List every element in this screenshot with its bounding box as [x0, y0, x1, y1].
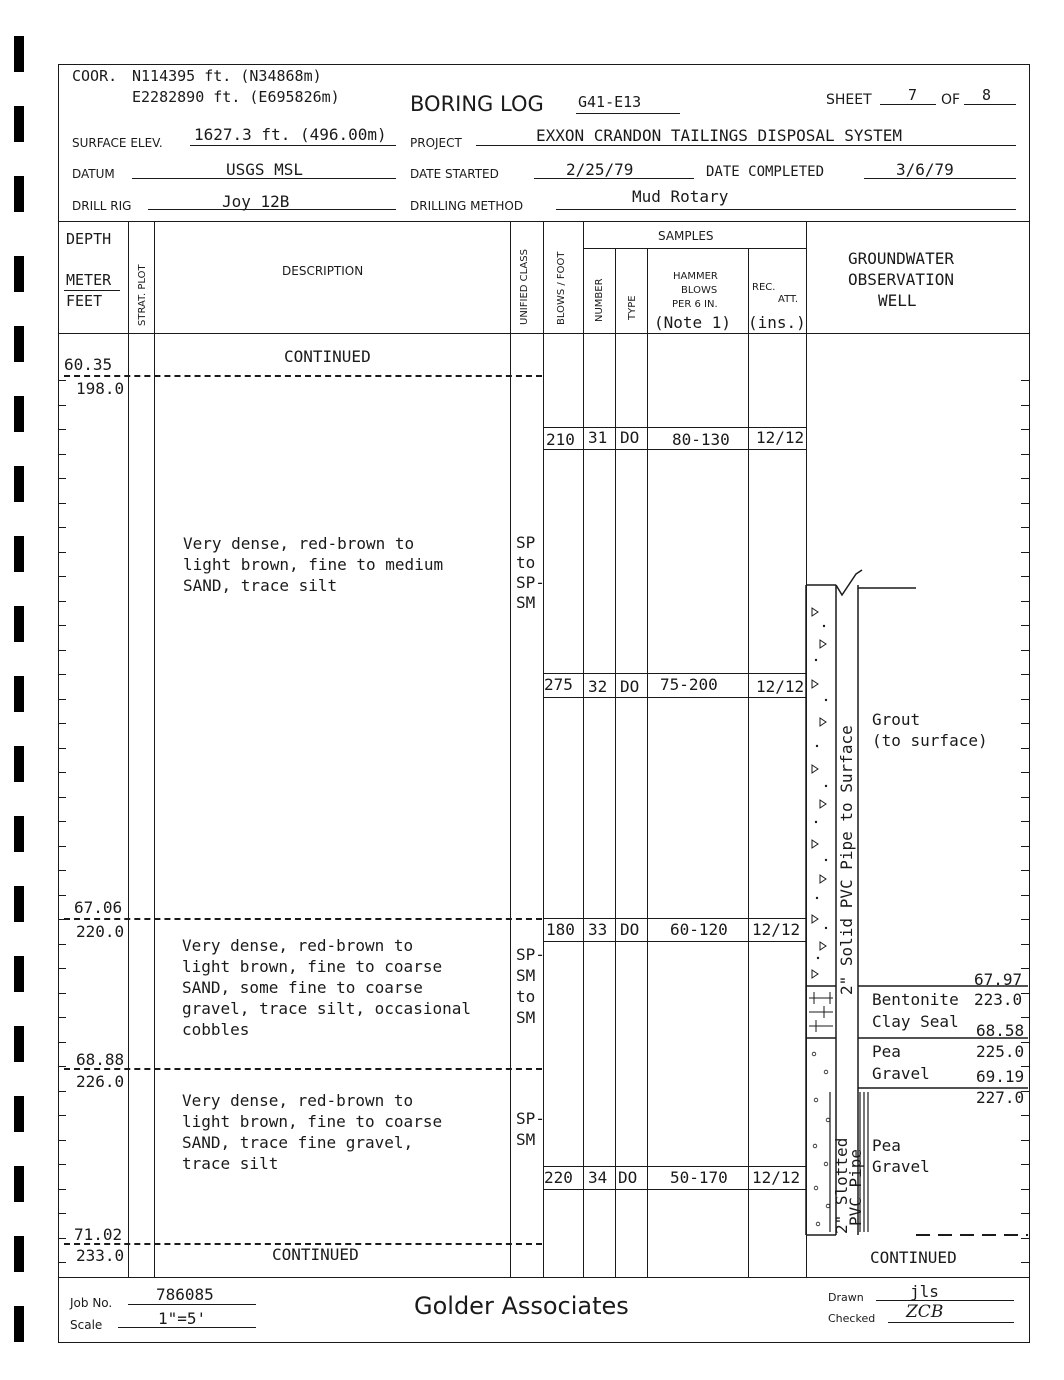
depth-tick	[58, 429, 66, 430]
well-elev-1-meter: 67.97	[974, 970, 1023, 989]
sample-number: 32	[588, 677, 608, 696]
sample-blows: 220	[544, 1168, 573, 1187]
att-header: ATT.	[778, 294, 799, 305]
depth-tick	[1021, 552, 1029, 553]
depth-tick	[58, 405, 66, 406]
depth-bottom-feet: 233.0	[76, 1246, 125, 1265]
depth-tick	[1021, 454, 1029, 455]
depth-tick	[58, 797, 66, 798]
drill-rig-value: Joy 12B	[222, 192, 290, 211]
datum-value: USGS MSL	[226, 160, 304, 179]
layer-1-uscs: SP to SP- SM	[516, 533, 545, 612]
unified-class-header: UNIFIED CLASS	[519, 249, 530, 325]
bentonite-label-2: Clay Seal	[872, 1012, 959, 1031]
meter-header: METER	[66, 271, 112, 289]
date-completed-value: 3/6/79	[896, 160, 954, 179]
checked-label: Checked	[828, 1312, 876, 1325]
depth-tick	[58, 846, 66, 847]
depth-tick	[58, 1262, 66, 1263]
number-header: NUMBER	[594, 278, 605, 322]
hammer-header-3: PER 6 IN.	[672, 299, 718, 310]
depth-tick	[1021, 478, 1029, 479]
depth-top-feet: 198.0	[76, 379, 125, 398]
hammer-header-1: HAMMER	[673, 271, 718, 282]
depth-1-feet: 220.0	[76, 922, 125, 941]
depth-tick	[1021, 405, 1029, 406]
strat-plot-header: STRAT. PLOT	[137, 264, 148, 326]
depth-tick	[58, 1213, 66, 1214]
layer-2-uscs: SP- SM to SM	[516, 945, 545, 1027]
slotted-pipe-label-1: 2" Slotted	[832, 1137, 851, 1234]
surface-elev-value: 1627.3 ft. (496.00m)	[194, 125, 387, 144]
depth-tick	[58, 993, 66, 994]
depth-tick	[58, 1115, 66, 1116]
project-value: EXXON CRANDON TAILINGS DISPOSAL SYSTEM	[536, 126, 903, 145]
drill-rig-label: DRILL RIG	[72, 199, 132, 213]
drawn-value: jls	[910, 1282, 939, 1301]
depth-tick	[58, 772, 66, 773]
pea-gravel-2-label-2: Gravel	[872, 1157, 930, 1176]
blows-foot-header: BLOWS / FOOT	[556, 251, 567, 325]
drilling-method-label: DRILLING METHOD	[410, 199, 524, 213]
sheet-number: 7	[908, 86, 918, 104]
drawn-label: Drawn	[828, 1291, 864, 1304]
depth-tick	[58, 1140, 66, 1141]
layer-1-description: Very dense, red-brown to light brown, fine to medium SAND, trace silt	[183, 534, 444, 595]
sample-rec: 12/12	[756, 428, 805, 447]
groundwater-header-1: GROUNDWATER	[848, 249, 954, 268]
layer-2-description: Very dense, red-brown to light brown, fine to coarse SAND, some fine to coarse gravel, trace silt, occasional cobbles	[182, 936, 471, 1039]
depth-1-meter: 67.06	[74, 898, 123, 917]
well-elev-1-feet: 223.0	[974, 990, 1023, 1009]
continued-bottom: CONTINUED	[272, 1245, 359, 1264]
coor-east: E2282890 ft. (E695826m)	[132, 88, 340, 106]
layer-3-description: Very dense, red-brown to light brown, fine to coarse SAND, trace fine gravel, trace silt	[182, 1091, 443, 1173]
sheet-label: SHEET	[826, 92, 872, 108]
coor-label: COOR.	[72, 67, 118, 85]
depth-tick	[58, 821, 66, 822]
depth-tick	[58, 625, 66, 626]
log-title: BORING LOG	[410, 92, 544, 116]
date-completed-label: DATE COMPLETED	[706, 164, 825, 180]
depth-tick	[58, 944, 66, 945]
sample-number: 31	[588, 428, 608, 447]
checked-initials: ZCB	[906, 1302, 944, 1322]
depth-tick	[58, 576, 66, 577]
rec-units: (ins.)	[748, 313, 806, 332]
depth-tick	[58, 380, 66, 381]
samples-header: SAMPLES	[658, 229, 714, 243]
scale-value: 1"=5'	[158, 1309, 207, 1328]
well-elev-3-feet: 227.0	[976, 1088, 1025, 1107]
datum-label: DATUM	[72, 167, 115, 181]
depth-tick	[1021, 503, 1029, 504]
sample-number: 34	[588, 1168, 608, 1187]
depth-tick	[58, 870, 66, 871]
bentonite-label-1: Bentonite	[872, 990, 959, 1009]
depth-tick	[58, 674, 66, 675]
project-label: PROJECT	[410, 136, 462, 150]
depth-tick	[58, 478, 66, 479]
layer-3-uscs: SP- SM	[516, 1109, 545, 1149]
sample-rec: 12/12	[756, 677, 805, 696]
depth-tick	[1021, 429, 1029, 430]
solid-pvc-pipe-label: 2" Solid PVC Pipe to Surface	[837, 725, 856, 995]
depth-tick	[58, 527, 66, 528]
depth-tick	[58, 699, 66, 700]
job-no-value: 786085	[156, 1285, 214, 1304]
depth-tick	[58, 503, 66, 504]
type-header: TYPE	[627, 295, 638, 320]
sample-blows: 210	[546, 430, 575, 449]
sheet-total: 8	[982, 86, 992, 104]
depth-tick	[58, 895, 66, 896]
depth-tick	[58, 650, 66, 651]
sample-hammer: 50-170	[670, 1168, 728, 1187]
hammer-header-2: BLOWS	[681, 285, 718, 296]
depth-2-meter: 68.88	[76, 1050, 125, 1069]
depth-tick	[58, 454, 66, 455]
sample-hammer: 75-200	[660, 675, 718, 694]
pea-gravel-2-label-1: Pea	[872, 1136, 901, 1155]
depth-tick	[1021, 1262, 1029, 1263]
sample-type: DO	[620, 677, 640, 696]
sample-blows: 180	[546, 920, 575, 939]
depth-tick	[1021, 527, 1029, 528]
scale-label: Scale	[70, 1318, 103, 1332]
description-header: DESCRIPTION	[282, 264, 364, 278]
depth-tick	[58, 1238, 66, 1239]
job-no-label: Job No.	[70, 1296, 113, 1310]
pea-gravel-1-label-1: Pea	[872, 1042, 901, 1061]
well-elev-3-meter: 69.19	[976, 1067, 1025, 1086]
date-started-value: 2/25/79	[566, 160, 634, 179]
depth-bottom-meter: 71.02	[74, 1225, 123, 1244]
depth-tick	[58, 1164, 66, 1165]
sample-type: DO	[620, 920, 640, 939]
sample-blows: 275	[544, 675, 573, 694]
well-elev-2-feet: 225.0	[976, 1042, 1025, 1061]
depth-tick	[58, 968, 66, 969]
depth-tick	[1021, 380, 1029, 381]
depth-top-meter: 60.35	[64, 355, 113, 374]
depth-tick	[58, 1066, 66, 1067]
drilling-method-value: Mud Rotary	[632, 187, 729, 206]
sample-type: DO	[620, 428, 640, 447]
sample-rec: 12/12	[752, 1168, 801, 1187]
surface-elev-label: SURFACE ELEV.	[72, 136, 163, 150]
depth-tick	[58, 1042, 66, 1043]
hammer-note: (Note 1)	[654, 313, 732, 332]
depth-tick	[58, 552, 66, 553]
groundwater-header-2: OBSERVATION	[848, 270, 954, 289]
pea-gravel-1-label-2: Gravel	[872, 1064, 930, 1083]
depth-header: DEPTH	[66, 230, 112, 248]
sample-type: DO	[618, 1168, 638, 1187]
continued-well: CONTINUED	[870, 1248, 957, 1267]
grout-label: Grout	[872, 710, 921, 729]
continued-top: CONTINUED	[284, 347, 371, 366]
well-elev-2-meter: 68.58	[976, 1021, 1025, 1040]
grout-note: (to surface)	[872, 731, 988, 750]
depth-tick	[58, 1189, 66, 1190]
coor-north: N114395 ft. (N34868m)	[132, 67, 322, 85]
feet-header: FEET	[66, 292, 103, 310]
depth-tick	[58, 1017, 66, 1018]
sample-number: 33	[588, 920, 608, 939]
groundwater-header-3: WELL	[878, 291, 917, 310]
depth-2-feet: 226.0	[76, 1072, 125, 1091]
boring-id: G41-E13	[578, 93, 642, 111]
date-started-label: DATE STARTED	[410, 167, 499, 181]
depth-tick	[58, 748, 66, 749]
depth-tick	[58, 1091, 66, 1092]
sample-hammer: 60-120	[670, 920, 728, 939]
depth-tick	[58, 601, 66, 602]
depth-tick	[58, 723, 66, 724]
sample-hammer: 80-130	[672, 430, 730, 449]
rec-header: REC.	[752, 282, 776, 293]
of-label: OF	[941, 92, 961, 108]
sample-rec: 12/12	[752, 920, 801, 939]
company-name: Golder Associates	[414, 1292, 629, 1320]
slotted-pipe-label-2: PVC Pipe	[846, 1148, 865, 1226]
